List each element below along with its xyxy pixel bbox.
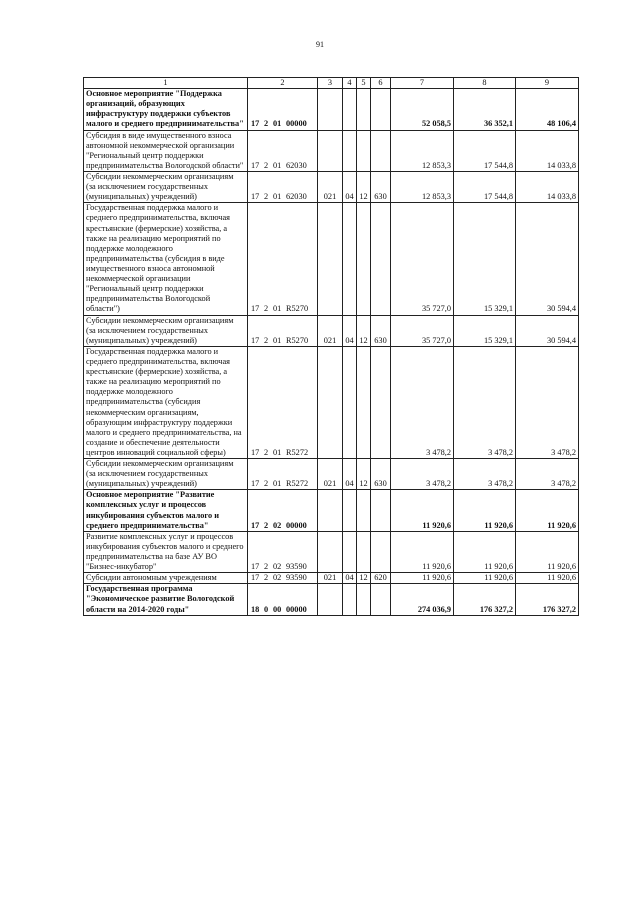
row-ministry: 021 [318,573,343,584]
row-ministry [318,531,343,572]
row-expense-type: 630 [371,171,391,202]
code-program: 18 [251,604,260,614]
row-expense-type [371,490,391,531]
column-header: 4 [343,78,357,89]
code-program: 17 [251,562,260,572]
row-value-7: 12 853,3 [391,171,454,202]
row-code [248,203,318,315]
row-code [248,130,318,171]
row-code [248,89,318,130]
code-subprogram: 2 [264,447,269,457]
code-event: 00 [273,604,282,614]
code-direction: 00000 [286,119,307,129]
column-header: 9 [516,78,579,89]
row-value-9: 11 920,6 [516,573,579,584]
code-program: 17 [251,335,260,345]
row-expense-type [371,203,391,315]
row-code [248,315,318,346]
table-row [84,346,579,458]
row-value-8: 17 544,8 [454,130,516,171]
table-row [84,459,579,490]
row-code [248,346,318,458]
code-direction: R5272 [286,447,309,457]
row-name: Субсидии автономным учреждениям [84,573,248,584]
code-program: 17 [251,160,260,170]
code-event: 01 [273,192,282,202]
row-value-8: 36 352,1 [454,89,516,130]
row-section [343,531,357,572]
row-value-9: 14 033,8 [516,171,579,202]
code-program: 17 [251,479,260,489]
table-row [84,315,579,346]
row-value-8: 15 329,1 [454,315,516,346]
row-name: Основное мероприятие "Развитие комплексных услуг и процессов инкубирования субъектов малого и среднего предпринимательства" [84,490,248,531]
code-event: 01 [273,447,282,457]
code-program: 17 [251,573,260,583]
code-subprogram: 2 [264,304,269,314]
code-program: 17 [251,447,260,457]
row-name: Субсидии некоммерческим организациям (за исключением государственных (муниципальных) учреждений) [84,315,248,346]
row-value-7: 52 058,5 [391,89,454,130]
code-direction: 62030 [286,160,307,170]
row-subsection [357,490,371,531]
table-row [84,490,579,531]
row-section: 04 [343,171,357,202]
row-subsection [357,531,371,572]
row-name: Государственная поддержка малого и среднего предпринимательства, включая крестьянские (фермерские) хозяйства, а также на реализацию мероприятий по поддержке молодежного предпринимательства (субсидия в виде имущественного взноса автономной некоммерческой организации "Региональный центр поддержки предпринимательства Вологодской области") [84,203,248,315]
row-code [248,490,318,531]
row-expense-type [371,130,391,171]
row-expense-type: 620 [371,573,391,584]
table-row [84,584,579,615]
row-code [248,584,318,615]
row-ministry [318,584,343,615]
code-subprogram: 2 [264,192,269,202]
row-value-7: 274 036,9 [391,584,454,615]
row-value-7: 3 478,2 [391,459,454,490]
row-value-9: 30 594,4 [516,203,579,315]
row-subsection [357,346,371,458]
table-row [84,531,579,572]
budget-table [83,77,579,616]
row-value-9: 48 106,4 [516,89,579,130]
row-value-8: 3 478,2 [454,459,516,490]
row-subsection [357,89,371,130]
row-value-7: 12 853,3 [391,130,454,171]
header-row [84,78,579,89]
code-event: 01 [273,160,282,170]
page-number: 91 [316,40,324,49]
row-value-7: 35 727,0 [391,203,454,315]
row-section [343,490,357,531]
row-value-7: 3 478,2 [391,346,454,458]
code-subprogram: 2 [264,160,269,170]
row-ministry [318,130,343,171]
row-ministry: 021 [318,459,343,490]
row-expense-type [371,531,391,572]
row-value-9: 11 920,6 [516,490,579,531]
row-value-8: 11 920,6 [454,490,516,531]
row-subsection: 12 [357,573,371,584]
row-value-8: 3 478,2 [454,346,516,458]
column-header: 2 [248,78,318,89]
row-code [248,531,318,572]
row-subsection: 12 [357,171,371,202]
row-name: Государственная программа "Экономическое развитие Вологодской области на 2014-2020 годы" [84,584,248,615]
row-value-9: 14 033,8 [516,130,579,171]
row-expense-type: 630 [371,459,391,490]
row-value-7: 35 727,0 [391,315,454,346]
code-direction: R5270 [286,304,309,314]
row-ministry [318,203,343,315]
row-name: Государственная поддержка малого и среднего предпринимательства, включая крестьянские (фермерские) хозяйства, а также на реализацию мероприятий по поддержке молодежного предпринимательства (субсидия некоммерческим организациям, образующим инфраструктуру поддержки малого и среднего предпринимательства, на создание и обеспечение деятельности центров инноваций социальной сферы) [84,346,248,458]
column-header: 5 [357,78,371,89]
column-header: 6 [371,78,391,89]
row-code [248,171,318,202]
row-value-9: 3 478,2 [516,346,579,458]
row-code [248,459,318,490]
row-value-9: 176 327,2 [516,584,579,615]
row-subsection [357,203,371,315]
row-value-7: 11 920,6 [391,490,454,531]
row-expense-type: 630 [371,315,391,346]
code-event: 01 [273,335,282,345]
code-direction: 00000 [286,520,307,530]
code-subprogram: 2 [264,520,269,530]
code-direction: R5270 [286,335,309,345]
row-value-8: 11 920,6 [454,531,516,572]
row-name: Субсидия в виде имущественного взноса автономной некоммерческой организации "Региональный центр поддержки предпринимательства Вологодской области" [84,130,248,171]
table-row [84,89,579,130]
row-value-7: 11 920,6 [391,573,454,584]
row-subsection: 12 [357,459,371,490]
code-direction: 00000 [286,604,307,614]
column-header: 1 [84,78,248,89]
code-program: 17 [251,304,260,314]
row-section [343,584,357,615]
row-name: Основное мероприятие "Поддержка организаций, образующих инфраструктуру поддержки субъектов малого и среднего предпринимательства" [84,89,248,130]
row-ministry: 021 [318,315,343,346]
code-direction: R5272 [286,479,309,489]
row-section: 04 [343,573,357,584]
code-subprogram: 2 [264,573,269,583]
row-subsection: 12 [357,315,371,346]
row-section: 04 [343,459,357,490]
code-event: 02 [273,562,282,572]
code-direction: 93590 [286,562,307,572]
row-section: 04 [343,315,357,346]
code-program: 17 [251,119,260,129]
code-direction: 62030 [286,192,307,202]
row-section [343,89,357,130]
code-subprogram: 2 [264,335,269,345]
code-program: 17 [251,520,260,530]
row-value-9: 11 920,6 [516,531,579,572]
table-row [84,203,579,315]
code-event: 01 [273,119,282,129]
row-name: Субсидии некоммерческим организациям (за исключением государственных (муниципальных) учреждений) [84,171,248,202]
code-subprogram: 2 [264,479,269,489]
code-event: 01 [273,304,282,314]
code-program: 17 [251,192,260,202]
row-ministry [318,89,343,130]
row-subsection [357,130,371,171]
code-subprogram: 0 [264,604,269,614]
row-name: Субсидии некоммерческим организациям (за исключением государственных (муниципальных) учреждений) [84,459,248,490]
table-row [84,130,579,171]
row-value-8: 15 329,1 [454,203,516,315]
row-expense-type [371,584,391,615]
row-section [343,346,357,458]
column-header: 8 [454,78,516,89]
code-event: 02 [273,520,282,530]
row-value-7: 11 920,6 [391,531,454,572]
row-value-8: 176 327,2 [454,584,516,615]
row-section [343,130,357,171]
row-expense-type [371,89,391,130]
table-row [84,573,579,584]
column-header: 7 [391,78,454,89]
row-value-8: 17 544,8 [454,171,516,202]
table-row [84,171,579,202]
code-event: 01 [273,479,282,489]
row-section [343,203,357,315]
code-subprogram: 2 [264,119,269,129]
row-value-9: 30 594,4 [516,315,579,346]
row-expense-type [371,346,391,458]
row-code [248,573,318,584]
row-value-9: 3 478,2 [516,459,579,490]
column-header: 3 [318,78,343,89]
row-value-8: 11 920,6 [454,573,516,584]
code-event: 02 [273,573,282,583]
row-name: Развитие комплексных услуг и процессов инкубирования субъектов малого и среднего предпринимательства на базе АУ ВО "Бизнес-инкубатор" [84,531,248,572]
row-ministry: 021 [318,171,343,202]
row-ministry [318,490,343,531]
row-subsection [357,584,371,615]
code-subprogram: 2 [264,562,269,572]
row-ministry [318,346,343,458]
code-direction: 93590 [286,573,307,583]
